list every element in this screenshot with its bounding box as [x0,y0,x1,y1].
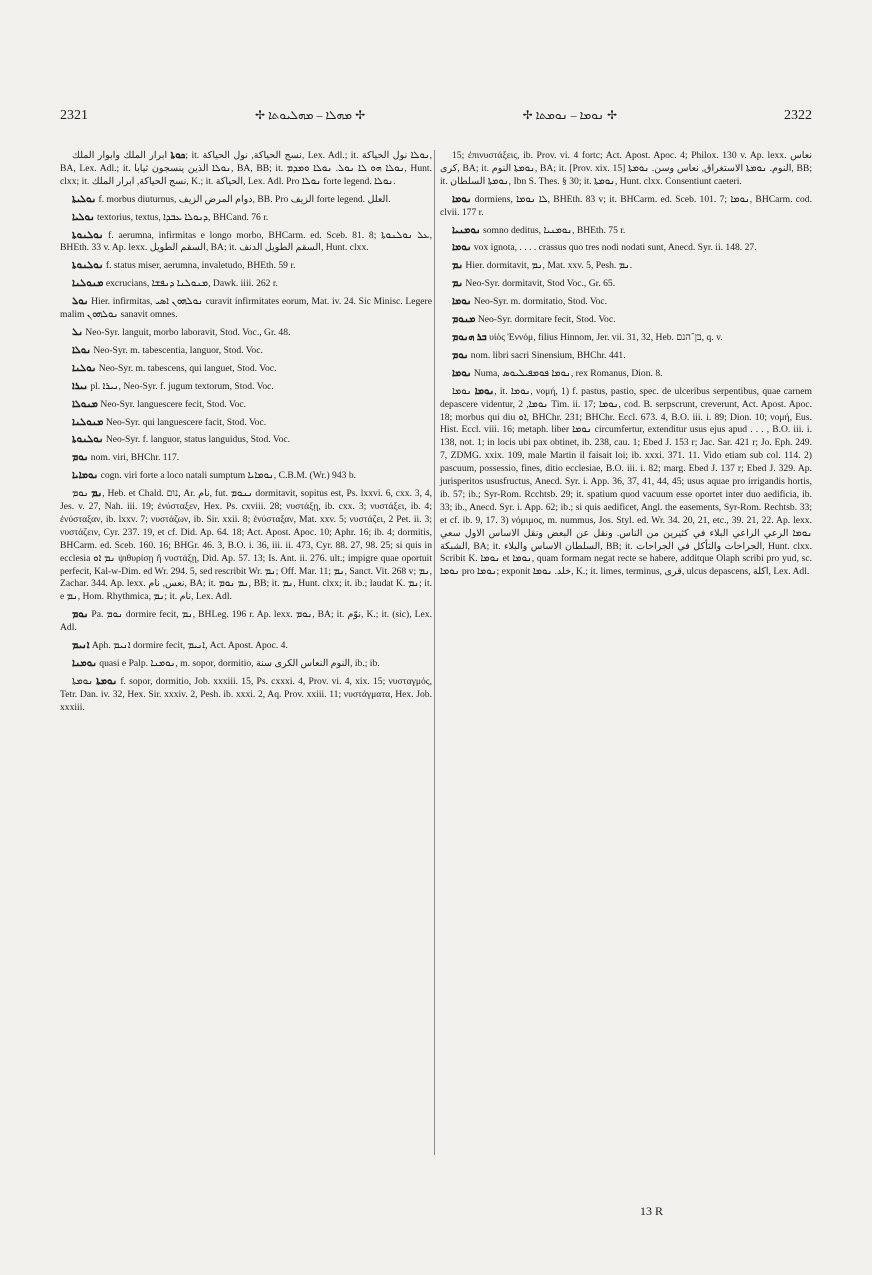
column-divider [434,150,435,1155]
entry-headword: ܢܘܡܐ [474,385,495,397]
entry-headword: ܢܘܡܢܐ [72,658,97,669]
entry-headword: ܢܡ [452,278,464,290]
left-running-head: ✢ ܡܗܠܐ – ܡܗܠܝܘܬܐ ✢ [255,108,366,122]
dictionary-entry [60,381,432,394]
dictionary-entry [440,194,812,220]
dictionary-entry [60,434,432,447]
entry-headword: ܡܢܘܡ [452,314,476,326]
entry-headword: ܢܘܠܝܐ [72,211,95,223]
entry-headword: ܢܘܠܢܘܬܐ [72,260,104,272]
entry-text: ابرار الملك وابوار الملك; it. نسج الحياكة, نول الحياكة, Lex. Adl.; it. ܢܘܠܐ نول الحياكة, BA, Lex. Adl.; it. ܢܘܠܐ الذين ينسجون ثيابا, BA, BB; it. ܢܘܠܐ ܗܘ ܠܐ ܢܘܠ. ܢܘܠܐ ܘܡܕܡ, Hunt. clxx; it. نسج الحياكة, ابرار الملك, K.; it. الحياكة, Lex. Adl. Pro ܢܘܠܐ forte legend. ܢܘܠܐ. [60,150,432,187]
page-header [60,108,812,132]
entry-headword: ܢܝܪܐ [72,380,88,392]
entry-headword: ܢܘܡ [72,609,89,621]
dictionary-entry [440,386,812,580]
entry-headword: ܢܘܡ [452,349,469,361]
entry-text: nom. libri sacri Sinensium, BHChr. 441. [470,349,626,361]
dictionary-entry [60,194,432,207]
dictionary-entry [60,212,432,225]
entry-headword: ܢܘܠܢܘܬܐ [72,434,104,446]
entry-headword: ܒܪ ܗܢܘܡ [452,331,487,343]
entry-text: Hier. infirmitas, ܢܘܠܗܘܢ ܐܣܝ curavit infirmitates eorum, Mat. iv. 24. Sic Minisc. Legere malim ܢܘܠܗܘܢ sanavit omnes. [60,296,432,321]
entry-text: Neo-Syr. m. tabescens, qui languet, Stod. Voc. [98,362,277,374]
entry-text: ܢܘܡ, Heb. et Chald. נום, Ar. نام, fut. ܢܢܘܡ dormitavit, sopitus est, Ps. lxxvi. 6, cxx. 3, 4, Jes. v. 27, Nah. iii. 19; ἐνύσταξεν, Hex. Ps. cxviii. 28; νυστάξῃ, ib. cxx. 3; νυστάξει, ib. 4; ἐνύσταξαν, ib. lxxv. 7; νυστάζων, ib. Sir. xxii. 8; ἐνύσταξαν, Mat. xxv. 5; νυστάζει, 2 Pet. ii. 3; νυστάζειν, Cyr. 237. 19, et cf. Did. Ap. 64. 18; Act. Apost. Apoc. 10; Aphr. 16; ib. 4; dormitis, BHCarm. ed. Sceb. 160. 16; BHGr. 46. 3, B.O. i. 36, iii. ii. 473, Cyr. 88. 27, 98. 25; si quis in ecclesia ܢܡ ܐܘ ψιθυρίσῃ ἢ νυστάξῃ, Did. Ap. 57. 13; Is. Ant. ii. 276. ult.; impigre quae oportuit perfecit, Kal-w-Dim. ed Wr. 294. 5, sed rescribit Wr. ܢܡ; Off. Mar. 11; ܢܡ, Sanct. Vit. 268 v; ܢܡ, Zachar. 344. Ap. lexx. نعس, نام, BA; it. ܢܡ ܢܘܡ, BB; it. ܢܡ, Hunt. clxx; it. ib.; laudat K. ܢܡ; it. e ܢܡ, Hom. Rhythmica, ܢܡ; it. نام, Lex. Adl. [60,488,433,603]
entry-headword: ܢܘܡܬܐ [96,675,118,687]
entry-text: f. morbus diuturnus, دوام المرض الزيف, BB. Pro الزيف forte legend. العلل. [98,193,391,205]
entry-headword: ܟܘܬܐ [170,150,186,161]
entry-text: Hier. dormitavit, ܢܡ, Mat. xxv. 5, Pesh. ܢܡ. [465,260,633,272]
dictionary-entry [60,658,432,671]
entry-text: quasi e Palp. ܢܘܡܢܐ, m. sopor, dormitio, النوم النعاس الكرى سنة, ib.; ib. [99,658,380,669]
right-column [440,150,812,584]
entry-headword: ܢܘܠ [72,296,89,308]
entry-text: dormiens, ܠܐ ܢܘܡܐ, BHEth. 83 v; it. BHCarm. ed. Sceb. 101. 7; ܢܘܡܐ, BHCarm. cod. clvii. 177 r. [440,193,812,218]
dictionary-entry [440,278,812,291]
entry-text: textorius, textus, ܕܢܘܠܐ ܥܒܕܐ, BHCand. 76 r. [97,211,269,223]
entry-text: f. status miser, aerumna, invaletudo, BHEth. 59 r. [105,260,296,272]
entry-text: excrucians, ܡܢܘܠܢܐ ܕܢܦܫܐ, Dawk. iiii. 262 r. [105,278,278,290]
entry-headword: ܢܘܡܐ [452,296,472,308]
dictionary-entry [60,278,432,291]
entry-text: f. aerumna, infirmitas e longo morbo, BHCarm. ed. Sceb. 81. 8; ܥܠ ܢܘܠܢܘܬܐ, BHEth. 33 v. Ap. lexx. السقم الطويل, BA; it. السقم الطويل الدنف, Hunt. clxx. [60,229,432,254]
entry-text: Neo-Syr. languit, morbo laboravit, Stod. Voc., Gr. 48. [85,326,291,338]
dictionary-entry [60,260,432,273]
entry-headword: ܡܢܘܠܐ [72,398,98,410]
entry-text: ܢܘܡܐ, it. ܢܘܡܐ, νομή, 1) f. pastus, pastio, spec. de ulceribus serpentibus, quae carnem depascere videntur, ܢܘܡܐ, 2 Tim. ii. 17; ܢܘܡܐ, cod. B. serpscrunt, creverunt, Act. Apost. Apoc. 18; morbus qui diu ܐܘ, BHChr. 231; BHChr. Eccl. 673. 4, B.O. iii. i. 89; Dion. 10; νομή, Eus. Hist. Eccl. viii. 16; metaph. liber ܢܘܡܐ circumfertur, extenditur usus ejus apud . . . , B.O. iii. i. 138, not. 1; in locis ubi pax obtinet, ib. 238, cau. 1; Ebed J. 153 r; Jac. Sar. 421 r; Jo. Eph. 249. 7, ZDMG. xxix. 109, male Martin il faisait loi; ib. xxxi. 371. 11. Vido etiam sub col. 114. 2) pascuum, possessio, fines, ditio ecclesiae, B.O. iii. i. 82; marg. Ebed J. 137 r; Ebed J. 329. Ap. jurisperitos ususfructus, Anecd. Syr. i. App. 36, 37, 41, 44, 45; usus aquae pro irrigandis hortis, ib. 57; ib.; Syr-Rom. Rcchtsb. 29; it. spatium quod vacuum esse oportet inter duo aedificia, ib. 33; ib., Anecd. Syr. i. App. 62; ib.; si quis aedificet, Angl. the easements, Syr-Rom. Rechtsb. 33; et cf. ib. 9, 17. 3) νόμιμος, m. nummus, Jos. Styl. ed. Wr. 34. 20, 21, etc., 39. 21, 22. Ap. lexx. ܢܘܡܐ الرعي الراعي البلاء في كثيرين من الناس. ونقل عن البعض ونقل الاساس الاول سعي الشبكة, BA; it. السلطان الاساس والبلاء, BB; it. الجراحات والتأكل في الجراحات, Hunt. clxx. Scribit K. ܢܘܡܐ et ܢܘܡܐ, quam formam negat recte se habere, additque Olaph scribi pro yud, sc. ܢܘܡܐ pro ܢܘܡܐ; exponit خلد. ܢܘܡܐ, K.; it. limes, terminus, قرى, ulcus depascens, اكلة, Lex. Adl. [440,385,813,578]
entry-text: Neo-Syr. dormitare fecit, Stod. Voc. [477,314,616,326]
dictionary-entry [440,296,812,309]
entry-text: ܢܘܡܬܐ f. sopor, dormitio, Job. xxxiii. 15, Ps. cxxxi. 4, Prov. vi. 4, xix. 15; νυσταγμός, Tetr. Dan. iv. 32, Hex. Sir. xxxiv. 2, Pesh. ib. xxxi. 2, Aq. Prov. xxiii. 11; νυστάγματα, Hex. Job. xxxiii. [60,675,432,713]
entry-text: pl. ܢܝܪܐ, Neo-Syr. f. jugum textorum, Stod. Voc. [90,380,274,392]
dictionary-entry [440,368,812,381]
dictionary-entry [60,345,432,358]
entry-headword: ܢܘܡܐ [452,193,472,205]
entry-text: vox ignota, . . . . crassus quo tres nodi nodati sunt, Anecd. Syr. ii. 148. 27. [473,242,757,254]
dictionary-entry [60,470,432,483]
entry-text: Numa, ܢܘܡܐ ܦܘܡܦܝܠܝܘܣ, rex Romanus, Dion. 8. [473,367,663,379]
entry-text: nom. viri, BHChr. 117. [90,452,180,464]
dictionary-entry [60,488,432,604]
dictionary-entry [60,296,432,322]
entry-text: Pa. ܢܘܡ dormire fecit, ܢܡ, BHLeg. 196 r. Ap. lexx. ܢܘܡ, BA; it. نوّم, K.; it. (sic), Lex. Adl. [60,609,432,634]
dictionary-entry [440,332,812,345]
entry-headword: ܐܢܝܡ [72,640,90,652]
dictionary-entry [60,230,432,256]
entry-headword: ܢܘܠܢܘܬܐ [72,229,104,241]
dictionary-entry [440,350,812,363]
entry-text: Neo-Syr. languescere fecit, Stod. Voc. [100,398,247,410]
dictionary-entry [440,242,812,255]
entry-text: Neo-Syr. m. tabescentia, languor, Stod. Voc. [93,344,263,356]
dictionary-entry [60,452,432,465]
entry-headword: ܢܠ [72,326,83,338]
entry-headword: ܢܘܠܢܐ [72,362,97,374]
dictionary-entry [60,417,432,430]
dictionary-entry [60,609,432,635]
left-column [60,150,432,720]
entry-text: υἱὸς Ἐννόμ, filius Hinnom, Jer. vii. 31, 32, Heb. בן־הנם, q. v. [489,331,723,343]
right-page-number: 2322 [784,108,812,123]
entry-headword: ܢܘܠܝܬܐ [72,193,97,205]
dictionary-entry [60,640,432,653]
entry-text: Neo-Syr. qui languescere facit, Stod. Voc. [105,416,267,428]
dictionary-entry [440,225,812,238]
entry-text: cogn. viri forte a loco natali sumptum ܢܘܡܐܝܐ, C.B.M. (Wr.) 943 b. [100,470,357,482]
dictionary-entry [60,363,432,376]
entry-headword: ܢܡ [452,260,464,272]
signature-mark: 13 R [640,1204,664,1218]
entry-text: 15; ἐπινυστάξεις, ib. Prov. vi. 4 fortc; Act. Apost. Apoc. 4; Philox. 130 v. Ap. lexx. نعاس كرى, BA; it. ܢܘܡܬܐ النوم, BA; it. [Prov. xix. 15] النوم. ܢܘܡܬܐ الاستغراق, نعاس وسن. ܢܘܡܬܐ, BB; it. ܢܘܡܬܐ السلطان, Ibn S. Thes. § 30; it. ܢܘܡܬܐ, Hunt. clxx. Consentiunt caeteri. [440,150,812,187]
right-running-head: ✢ ܢܘܡܐ – ܢܘܡܬܐ ✢ [522,108,617,122]
entry-headword: ܢܘܡܢܝܐ [452,224,481,236]
entry-headword: ܢܘܡܐ [452,242,472,254]
entry-text: Aph. ܐܢܝܡ dormire fecit, ܐܢܝܡ, Act. Apost. Apoc. 4. [91,640,288,652]
dictionary-entry [440,260,812,273]
dictionary-entry [440,150,812,189]
entry-headword: ܢܡ [91,488,103,500]
entry-headword: ܡܢܘܠܢܐ [72,416,104,428]
dictionary-entry [440,314,812,327]
entry-text: Neo-Syr. m. dormitatio, Stod. Voc. [473,296,608,308]
entry-headword: ܡܢܘܠܢܐ [72,278,104,290]
dictionary-entry [60,676,432,715]
entry-headword: ܢܘܡܐܝܐ [72,470,99,482]
left-page-number: 2321 [60,108,88,123]
entry-text: somno deditus, ܢܘܡܢܝܐ, BHEth. 75 r. [482,224,626,236]
entry-text: Neo-Syr. dormitavit, Stod Voc., Gr. 65. [465,278,616,290]
entry-headword: ܢܘܡ [72,452,89,464]
dictionary-entry [60,150,432,189]
entry-headword: ܢܘܠܐ [72,344,91,356]
entry-headword: ܢܘܡܐ [452,367,472,379]
dictionary-entry [60,327,432,340]
dictionary-entry [60,399,432,412]
entry-text: Neo-Syr. f. languor, status languidus, Stod. Voc. [105,434,291,446]
